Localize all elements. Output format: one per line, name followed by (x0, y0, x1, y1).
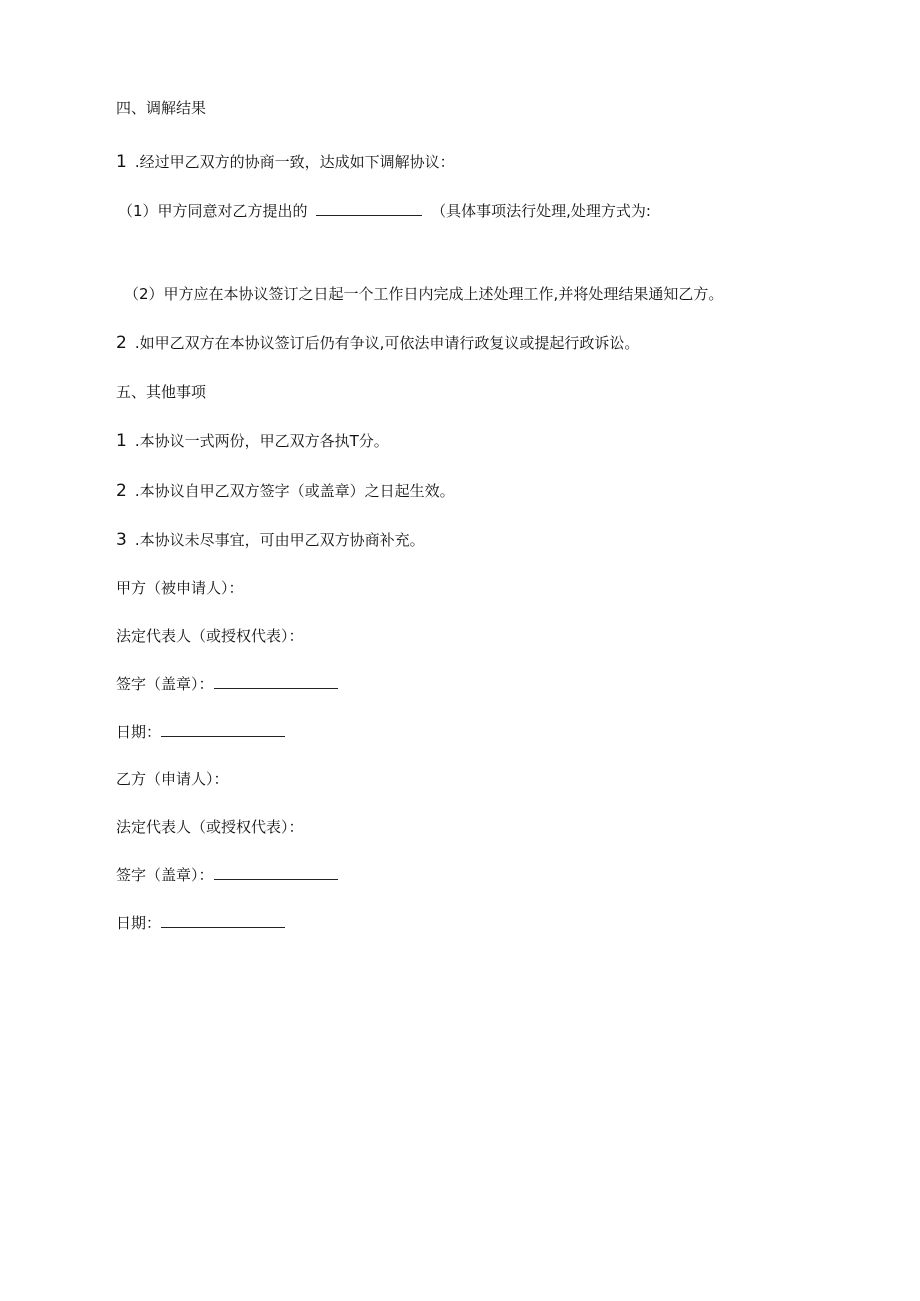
item-text: .本协议一式两份，甲乙双方各执T分。 (134, 432, 389, 450)
party-b-representative: 法定代表人（或授权代表）： (116, 818, 304, 836)
section-4-item-1 (116, 152, 455, 172)
party-b-label: 乙方（申请人）： (116, 770, 229, 788)
section-4-sub-item-1 (118, 201, 651, 221)
party-a-representative: 法定代表人（或授权代表）： (116, 627, 304, 645)
date-label: 日期： (116, 914, 162, 932)
item-text: .本协议未尽事宜，可由甲乙双方协商补充。 (134, 531, 425, 549)
item-text: .经过甲乙双方的协商一致，达成如下调解协议： (134, 153, 455, 171)
party-b-date (116, 913, 285, 933)
date-blank-line (161, 913, 285, 928)
item-number: 2 (116, 333, 127, 353)
party-b-signature (116, 865, 338, 885)
item-number: 3 (116, 530, 127, 550)
item-text: .如甲乙双方在本协议签订后仍有争议,可依法申请行政复议或提起行政诉讼。 (134, 334, 640, 352)
item-number: 1 (116, 152, 127, 172)
signature-blank-line (214, 865, 338, 880)
matter-blank-line (316, 201, 422, 216)
sub-item-suffix: （具体事项法行处理,处理方式为: (431, 202, 651, 220)
signature-label: 签字（盖章）： (116, 675, 214, 693)
section-5-heading: 五、其他事项 (116, 383, 207, 401)
item-number: 1 (116, 431, 127, 451)
section-4-heading: 四、调解结果 (116, 99, 207, 117)
item-number: 2 (116, 481, 127, 501)
date-label: 日期： (116, 723, 162, 741)
signature-blank-line (214, 674, 338, 689)
section-5-item-3 (116, 530, 425, 550)
party-a-label: 甲方（被申请人）： (116, 579, 244, 597)
section-4-sub-item-2: （2）甲方应在本协议签订之日起一个工作日内完成上述处理工作,并将处理结果通知乙方。 (124, 285, 724, 303)
section-5-item-1 (116, 431, 389, 451)
signature-label: 签字（盖章）： (116, 866, 214, 884)
date-blank-line (161, 722, 285, 737)
section-5-item-2 (116, 481, 455, 501)
section-4-item-2 (116, 333, 639, 353)
party-a-signature (116, 674, 338, 694)
sub-item-prefix: （1）甲方同意对乙方提出的 (118, 202, 308, 220)
party-a-date (116, 722, 285, 742)
item-text: .本协议自甲乙双方签字（或盖章）之日起生效。 (134, 482, 455, 500)
